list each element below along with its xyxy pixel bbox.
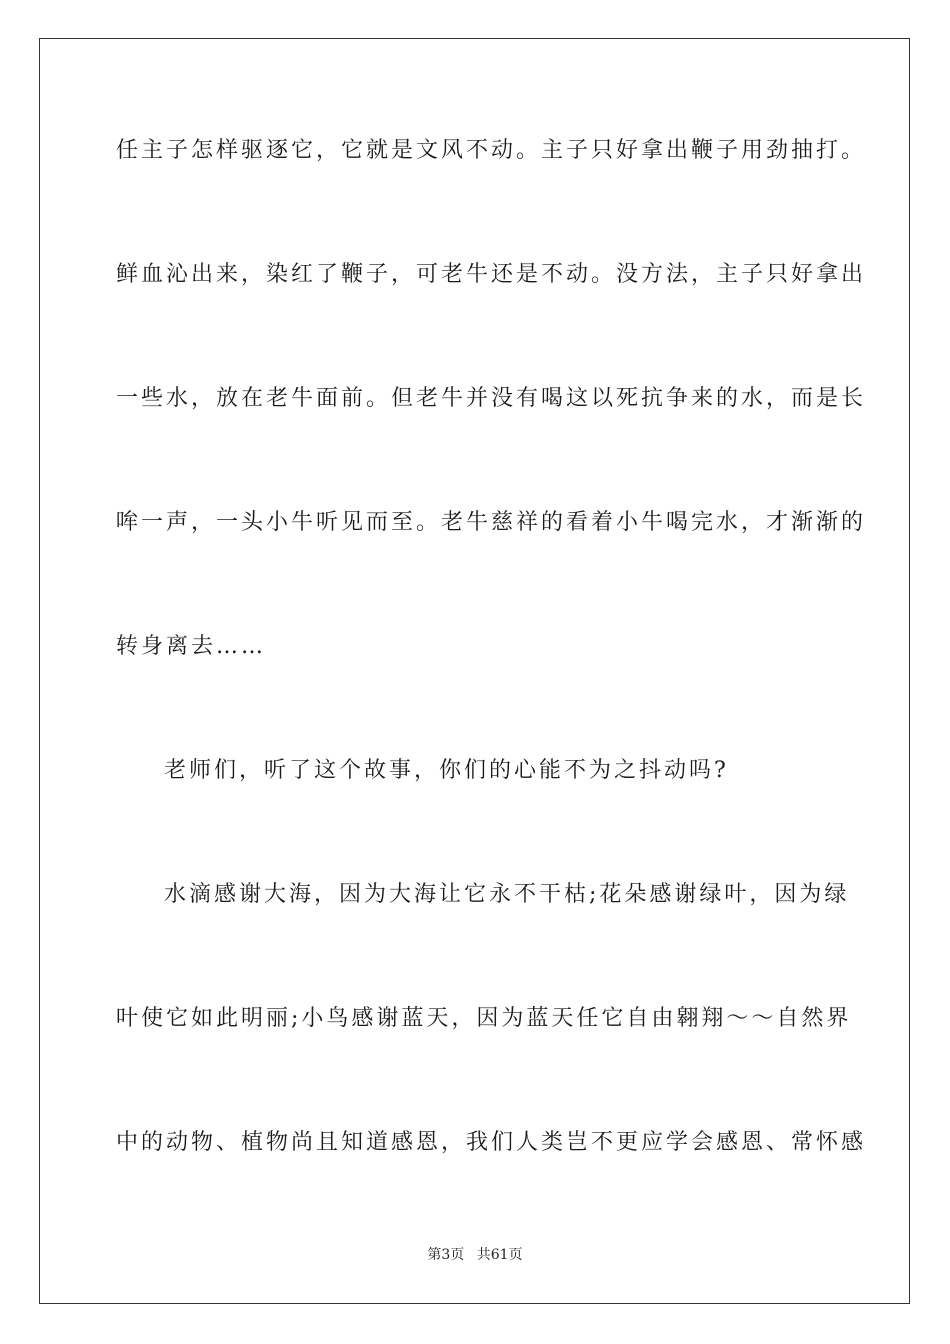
text-line: 哞一声，一头小牛听见而至。老牛慈祥的看着小牛喝完水，才渐渐的 [116,510,867,535]
page-total: 共61页 [476,1247,523,1263]
page-number: 第3页 [427,1247,465,1263]
text-line: 一些水，放在老牛面前。但老牛并没有喝这以死抗争来的水，而是长 [116,386,867,411]
page-border [39,38,910,1304]
text-line: 中的动物、植物尚且知道感恩，我们人类岂不更应学会感恩、常怀感 [116,1130,867,1155]
text-line: 转身离去…… [116,634,267,659]
text-line-indented: 水滴感谢大海，因为大海让它永不干枯;花朵感谢绿叶，因为绿 [164,882,850,907]
text-line: 叶使它如此明丽;小鸟感谢蓝天，因为蓝天任它自由翱翔～～自然界 [116,1006,852,1031]
text-line: 任主子怎样驱逐它，它就是文风不动。主子只好拿出鞭子用劲抽打。 [116,138,867,163]
text-line-indented: 老师们，听了这个故事，你们的心能不为之抖动吗? [164,758,729,783]
text-line: 鲜血沁出来，染红了鞭子，可老牛还是不动。没方法，主子只好拿出 [116,262,867,287]
page-footer [0,1245,950,1265]
